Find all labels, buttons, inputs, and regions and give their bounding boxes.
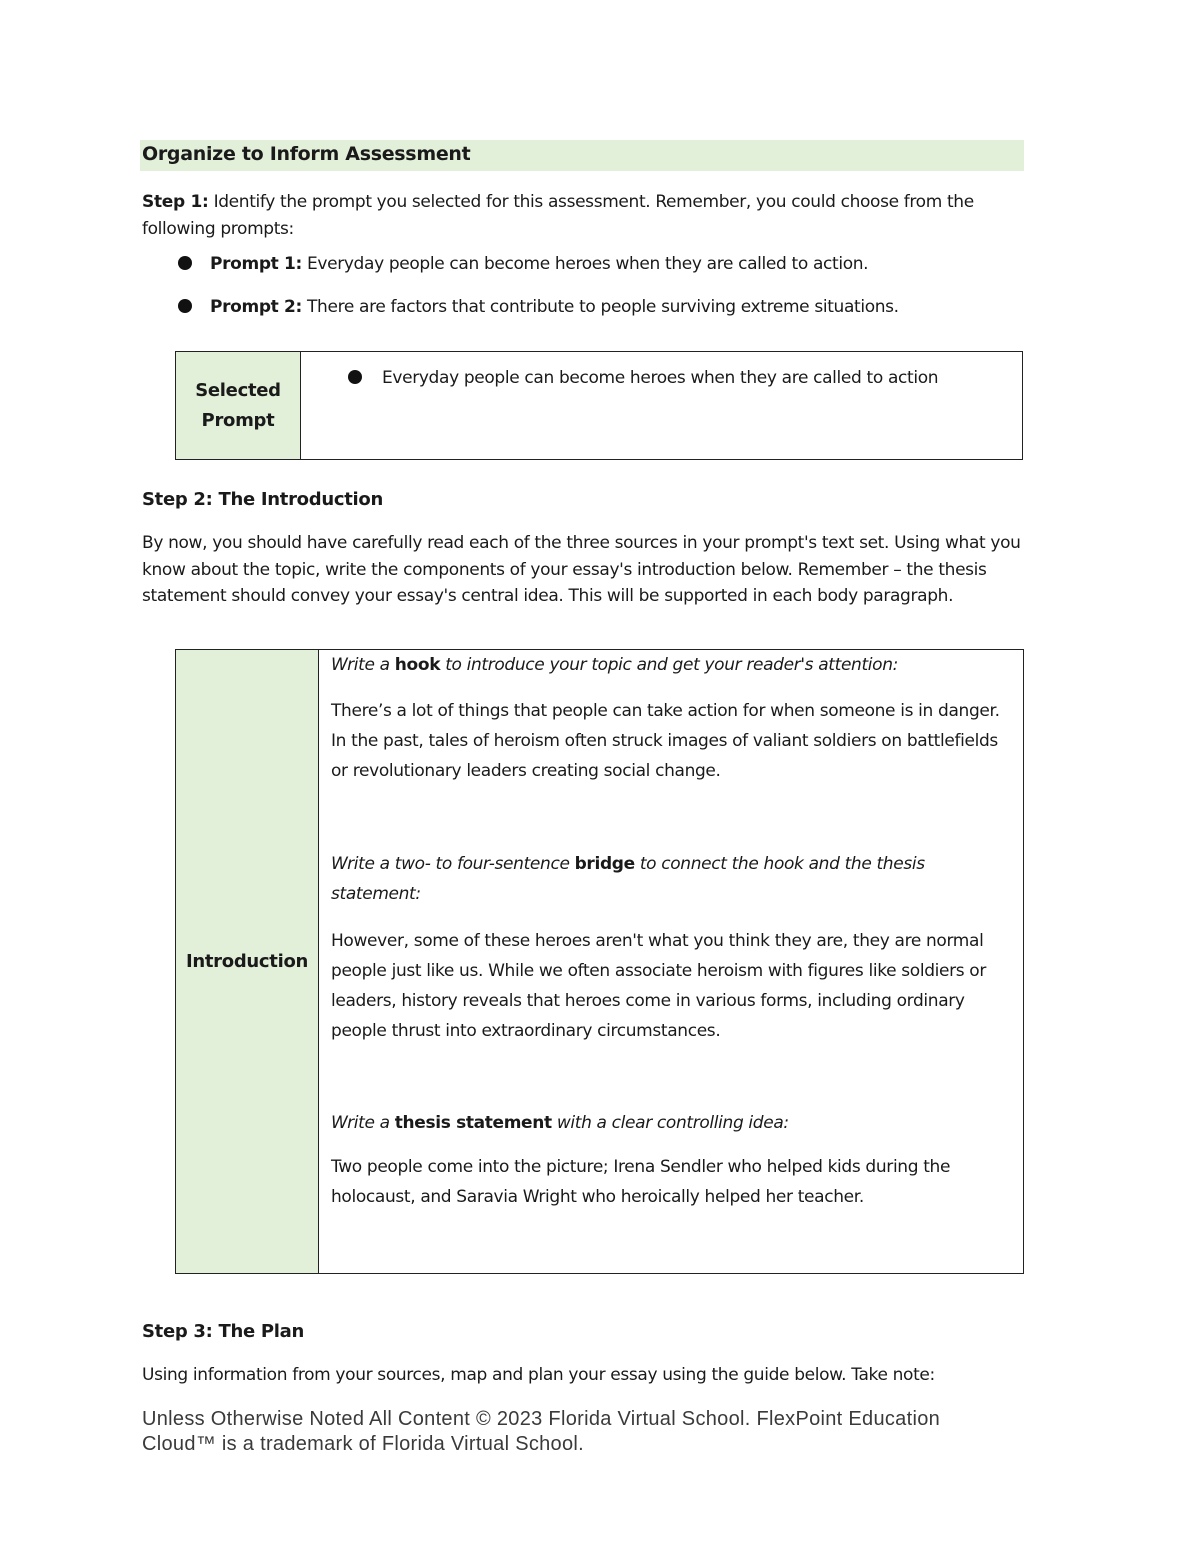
thesis-keyword: thesis statement (394, 1113, 552, 1133)
introduction-table (175, 649, 1024, 1274)
introduction-header: Introduction (176, 650, 319, 1273)
bridge-answer: However, some of these heroes aren't what you think they are, they are normal people just like us. While we often associate heroism with figures like soldiers or leaders, history reveals that heroes come in various forms, including ordinary people thrust into extraordinary circumstances. (331, 931, 987, 1041)
thesis-prompt-pre: Write a (331, 1113, 395, 1133)
selected-prompt-value: Everyday people can become heroes when they are called to action (382, 368, 939, 388)
selected-header-line1: Selected (195, 379, 281, 401)
bridge-prompt (331, 849, 1017, 909)
page-title: Organize to Inform Assessment (142, 143, 471, 165)
selected-prompt-header (176, 352, 301, 459)
step2-paragraph: By now, you should have carefully read each of the three sources in your prompt's text set. Using what you know about the topic, write the components of your essay's introduction below. Remember – the thesis statement should convey your essay's central idea. This will be supported in each body paragraph. (142, 533, 1021, 606)
prompt-2-text: There are factors that contribute to people surviving extreme situations. (307, 297, 899, 317)
hook-answer: There’s a lot of things that people can take action for when someone is in danger. In the past, tales of heroism often struck images of valiant soldiers on battlefields or revolutionary leaders creating social change. (331, 701, 1000, 781)
step2-heading: Step 2: The Introduction (142, 489, 383, 510)
step1-text: Identify the prompt you selected for this assessment. Remember, you could choose from the following prompts: (142, 192, 974, 239)
step1-label: Step 1: (142, 192, 209, 212)
prompt-2-label: Prompt 2: (210, 297, 302, 317)
prompt-1-item (178, 254, 868, 274)
step1-paragraph (142, 189, 1032, 242)
selected-header-line2: Prompt (201, 409, 275, 431)
bridge-prompt-post: to connect the hook and the thesis statement: (331, 854, 925, 904)
prompt-1-text: Everyday people can become heroes when they are called to action. (307, 254, 869, 274)
hook-prompt-pre: Write a (331, 655, 395, 675)
hook-prompt-post: to introduce your topic and get your reader's attention: (440, 655, 899, 675)
thesis-answer: Two people come into the picture; Irena Sendler who helped kids during the holocaust, and Saravia Wright who heroically helped her teacher. (331, 1157, 951, 1207)
bridge-prompt-pre: Write a two- to four-sentence (331, 854, 575, 874)
selected-prompt-cell (348, 368, 938, 388)
bullet-icon (178, 256, 192, 270)
thesis-prompt-post: with a clear controlling idea: (551, 1113, 789, 1133)
prompt-2-item (178, 297, 899, 317)
step3-paragraph: Using information from your sources, map and plan your essay using the guide below. Take note: (142, 1365, 935, 1385)
selected-prompt-table (175, 351, 1023, 460)
copyright-footer: Unless Otherwise Noted All Content © 2023 Florida Virtual School. FlexPoint Education Cloud™ is a trademark of Florida Virtual School. (142, 1408, 941, 1455)
thesis-prompt (331, 1108, 1017, 1138)
hook-prompt (331, 650, 1017, 680)
bullet-icon (348, 370, 362, 384)
prompt-1-label: Prompt 1: (210, 254, 302, 274)
step3-heading: Step 3: The Plan (142, 1321, 305, 1342)
bridge-keyword: bridge (574, 854, 635, 874)
bullet-icon (178, 299, 192, 313)
hook-keyword: hook (394, 655, 441, 675)
